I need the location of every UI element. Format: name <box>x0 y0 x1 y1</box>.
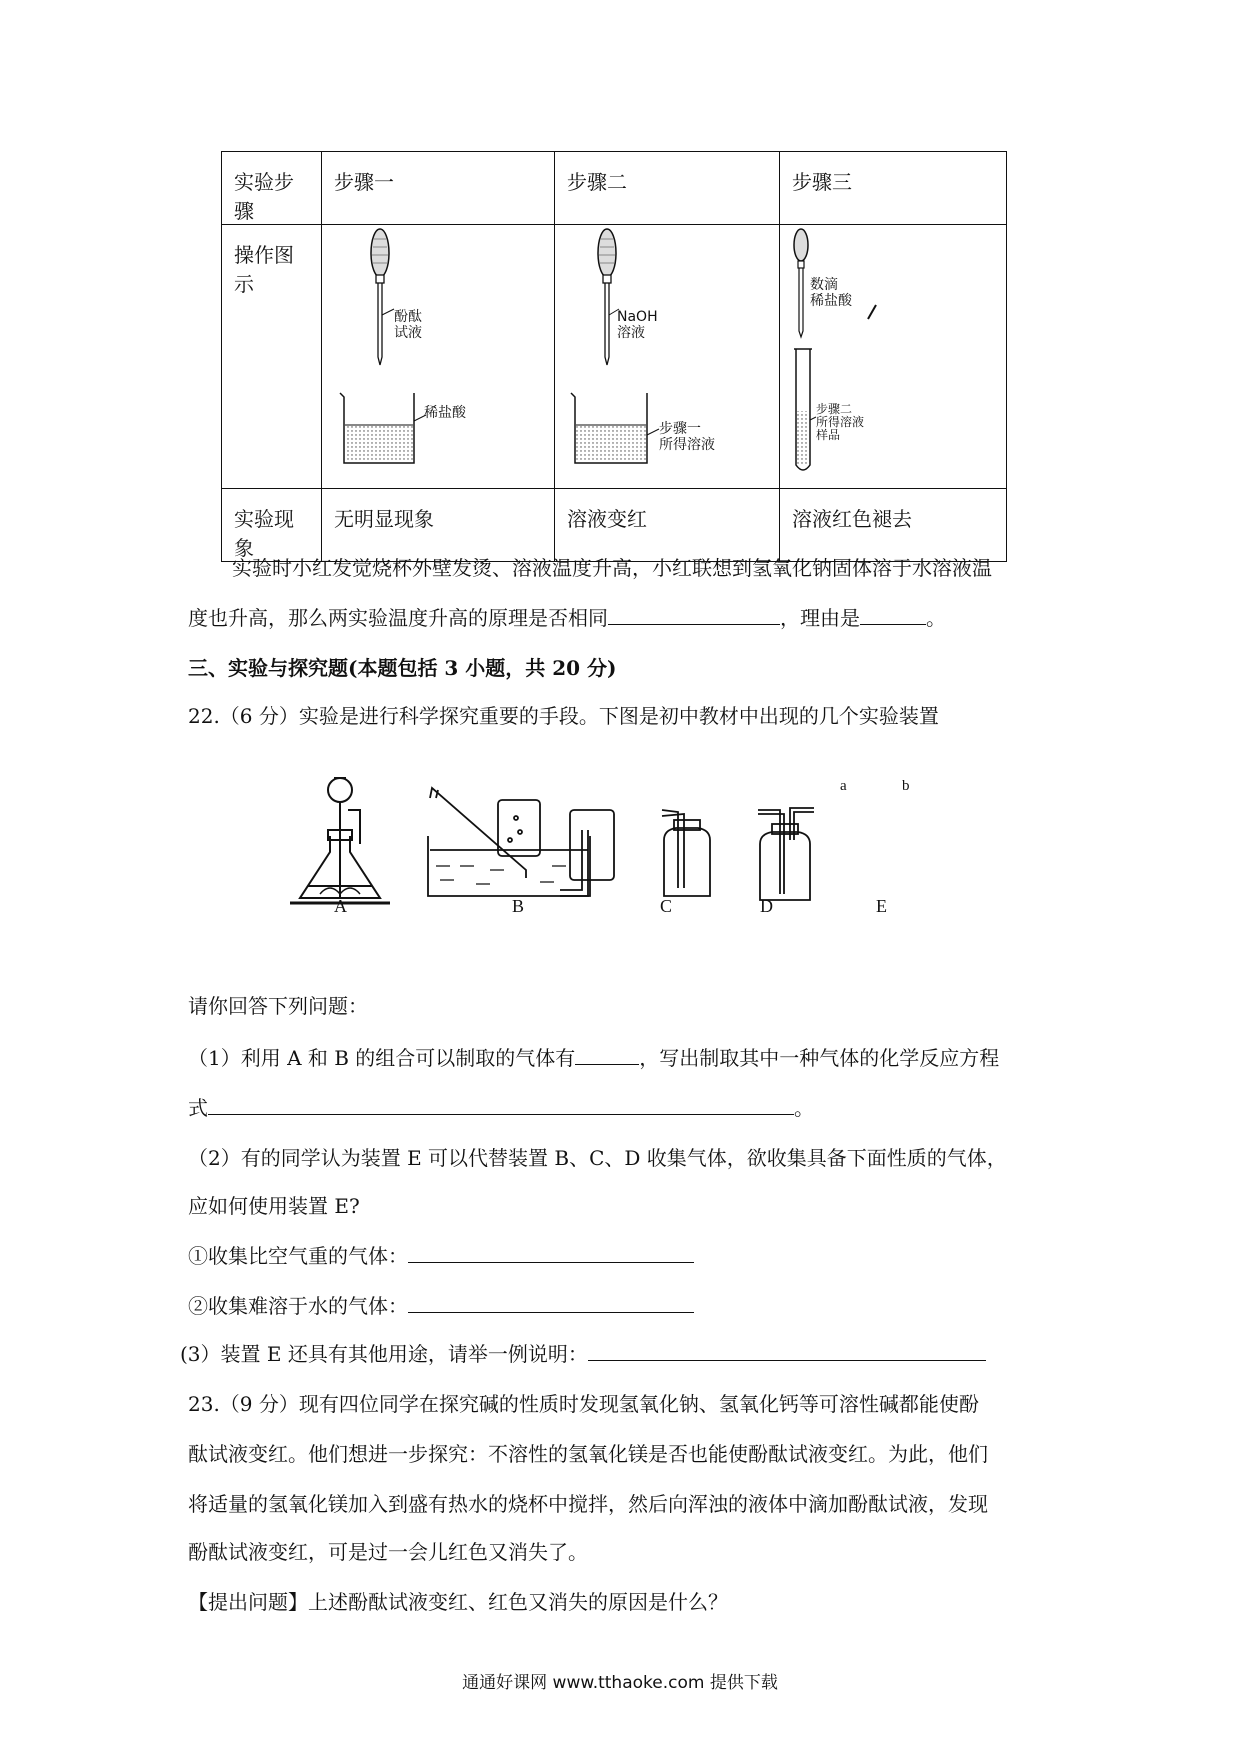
question-line: (3）装置 E 还具有其他用途，请举一例说明： <box>180 1342 986 1366</box>
apparatus-label: E <box>876 896 887 916</box>
apparatus-label: C <box>660 896 673 916</box>
apparatus-d <box>662 810 710 896</box>
paragraph-line: 实验时小红发觉烧杯外壁发烫、溶液温度升高，小红联想到氢氧化钠固体溶于水溶液温 <box>232 556 992 580</box>
paragraph-line: 酚酞试液变红，可是过一会儿红色又消失了。 <box>188 1540 588 1564</box>
phenomenon-cell: 无明显现象 <box>322 489 555 562</box>
apparatus-label: D <box>760 896 773 916</box>
apparatus-c <box>560 810 614 896</box>
question-line: （2）有的同学认为装置 E 可以代替装置 B、C、D 收集气体，欲收集具备下面性质的气体， <box>188 1146 1007 1170</box>
step1-dropper-label: 酚酞 试液 <box>394 309 422 341</box>
paragraph-line: 度也升高，那么两实验温度升高的原理是否相同 ，理由是 。 <box>188 606 946 630</box>
table-header-cell: 实验步骤 <box>222 152 322 225</box>
phenomenon-cell: 溶液红色褪去 <box>780 489 1007 562</box>
question-line: （1）利用 A 和 B 的组合可以制取的气体有 ，写出制取其中一种气体的化学反应方程 <box>188 1046 1000 1070</box>
step3-tube-label: 步骤二 所得溶液 样品 <box>816 402 865 442</box>
table-row-label: 操作图示 <box>222 225 322 489</box>
apparatus-label: A <box>334 896 347 916</box>
step2-dropper-label: NaOH 溶液 <box>617 309 658 341</box>
step1-illustration <box>322 225 532 475</box>
apparatus-b <box>428 788 590 896</box>
step2-illustration <box>555 225 757 475</box>
answer-blank[interactable] <box>588 1342 986 1361</box>
answer-blank[interactable] <box>575 1046 639 1065</box>
apparatus-a <box>290 778 390 903</box>
question-line: ②收集难溶于水的气体： <box>188 1294 694 1318</box>
question-line: 式 。 <box>188 1096 814 1120</box>
apparatus-figure <box>290 770 950 920</box>
phenomenon-cell: 溶液变红 <box>555 489 780 562</box>
experiment-table <box>221 151 1007 562</box>
table-header-cell: 步骤二 <box>555 152 780 225</box>
step3-figure <box>780 225 1007 489</box>
page-footer: 通通好课网 www.tthaoke.com 提供下载 <box>462 1673 778 1693</box>
step3-dropper-label: 数滴 稀盐酸 <box>810 277 852 309</box>
answer-blank[interactable] <box>408 1294 694 1313</box>
question-line: ①收集比空气重的气体： <box>188 1244 694 1268</box>
paragraph-line: 23.（9 分）现有四位同学在探究碱的性质时发现氢氧化钠、氢氧化钙等可溶性碱都能使酚 <box>188 1392 979 1416</box>
table-row-label: 实验现象 <box>222 489 322 562</box>
paragraph-line: 将适量的氢氧化镁加入到盛有热水的烧杯中搅拌，然后向浑浊的液体中滴加酚酞试液，发现 <box>188 1492 988 1516</box>
port-label: a <box>840 778 847 794</box>
step2-figure <box>555 225 780 489</box>
paragraph-line: 【提出问题】上述酚酞试液变红、红色又消失的原因是什么？ <box>188 1590 728 1614</box>
answer-blank[interactable] <box>208 1096 794 1115</box>
apparatus-label: B <box>512 896 525 916</box>
port-label: b <box>902 778 910 794</box>
question-line: 应如何使用装置 E? <box>188 1194 360 1218</box>
apparatus-e <box>758 808 814 900</box>
step3-illustration <box>780 225 984 475</box>
table-header-cell: 步骤三 <box>780 152 1007 225</box>
paragraph-line: 酞试液变红。他们想进一步探究：不溶性的氢氧化镁是否也能使酚酞试液变红。为此，他们 <box>188 1442 988 1466</box>
step1-figure <box>322 225 555 489</box>
step1-beaker-label: 稀盐酸 <box>424 405 466 421</box>
table-header-cell: 步骤一 <box>322 152 555 225</box>
answer-blank[interactable] <box>608 606 780 625</box>
answer-prompt: 请你回答下列问题： <box>188 994 368 1018</box>
answer-blank[interactable] <box>860 606 926 625</box>
answer-blank[interactable] <box>408 1244 694 1263</box>
section-title: 三、实验与探究题(本题包括 3 小题，共 20 分) <box>188 656 617 680</box>
step2-beaker-label: 步骤一 所得溶液 <box>659 421 715 453</box>
question-intro: 22.（6 分）实验是进行科学探究重要的手段。下图是初中教材中出现的几个实验装置 <box>188 704 939 728</box>
